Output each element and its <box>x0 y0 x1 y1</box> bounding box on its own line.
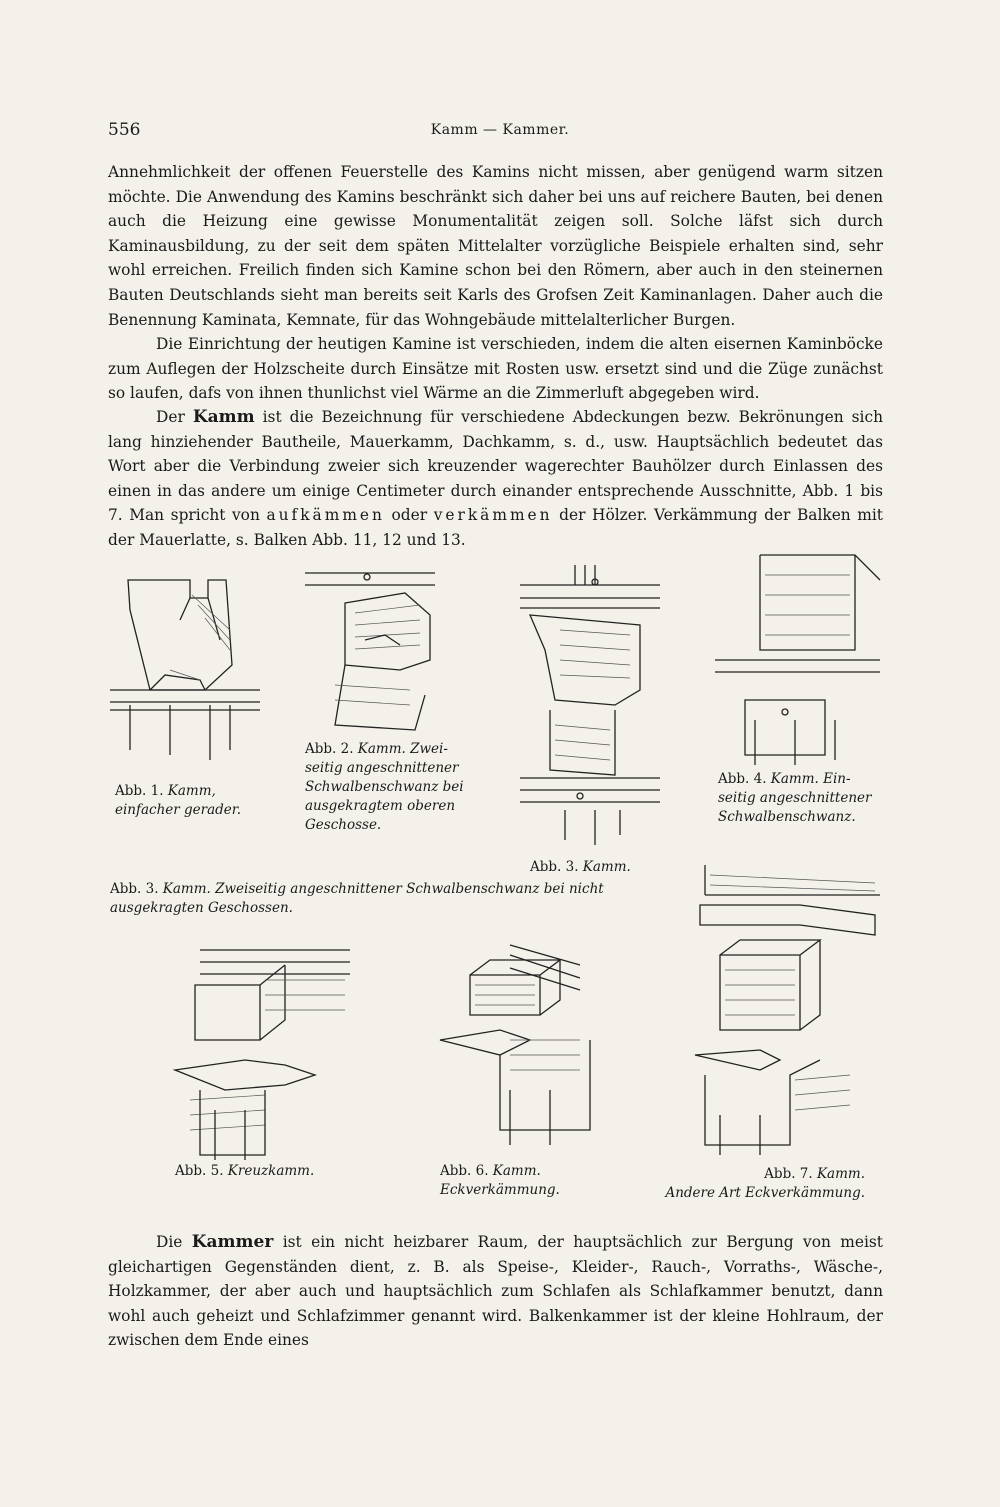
p4-b: ist ein nicht heizbarer Raum, der hauptsächlich zur Bergung von meist gleichartigen Gegenständen dient, z. B. als Speise-, Kleider-, Rauch-, Vorraths-, Wäsche-, Holzkammer, der aber auch und hauptsächlich zum Schlafen als Schlafkammer benutzt, dann wohl auch geheizt und Schlafzimmer genannt wird. Balkenkammer ist der kleine Hohlraum, der zwischen dem Ende eines <box>108 1233 883 1350</box>
term-aufkaemmen: aufkämmen <box>266 506 385 525</box>
figure-abb5-drawing <box>165 940 350 1160</box>
abb4-title: Kamm. <box>770 771 819 787</box>
abb3-full-label: Abb. 3. <box>110 881 159 897</box>
keyword-kamm: Kamm <box>192 407 255 427</box>
abb3-label: Abb. 3. <box>530 859 579 875</box>
abb4-label: Abb. 4. <box>718 771 767 787</box>
p3-a: Der <box>156 408 185 426</box>
p3-c: oder <box>391 506 428 525</box>
abb1-desc: einfacher gerader. <box>115 802 242 818</box>
abb1-label: Abb. 1. <box>115 783 164 799</box>
caption-abb1 <box>115 782 265 820</box>
caption-abb7 <box>625 1165 865 1203</box>
figure-abb3-drawing <box>520 560 660 845</box>
figure-abb1-drawing <box>110 570 260 765</box>
abb2-label: Abb. 2. <box>305 741 354 757</box>
caption-abb5 <box>175 1162 375 1181</box>
abb7-desc: Andere Art Eckverkämmung. <box>665 1185 865 1201</box>
abb7-title: Kamm. <box>816 1166 865 1182</box>
abb6-title: Kamm. <box>492 1163 541 1179</box>
page-number: 556 <box>108 120 141 140</box>
p3-b: ist die Bezeichnung für verschiedene Abdeckungen bezw. Bekrönungen sich lang hinziehender Bautheile, Mauerkamm, Dachkamm, s. d., usw. Hauptsächlich bedeutet das Wort aber die Verbindung zweier sich kreuzender wagerechter Bauhölzer durch Einlassen des einen in das andere um einige Centimeter durch einander entsprechende Ausschnitte, Abb. 1 bis 7. Man spricht von <box>108 408 883 525</box>
caption-abb4 <box>718 770 883 827</box>
abb7-label: Abb. 7. <box>764 1166 813 1182</box>
abb4-desc: Ein-seitig angeschnittener Schwalbenschwanz. <box>718 771 872 825</box>
abb2-desc: Zwei-seitig angeschnittener Schwalbenschwanz bei ausgekragtem oberen Geschosse. <box>305 741 464 833</box>
paragraph-kammer <box>108 1230 883 1353</box>
abb3-full-desc: Zweiseitig angeschnittener Schwalbenschwanz bei nicht ausgekragten Geschossen. <box>110 881 604 916</box>
running-title: Kamm — Kammer. <box>430 122 570 138</box>
abb6-desc: Eckverkämmung. <box>440 1182 560 1198</box>
paragraph-kamin-end: Annehmlichkeit der offenen Feuerstelle des Kamins nicht missen, aber genügend warm sitzen möchte. Die Anwendung des Kamins beschränkt sich daher bei uns auf reichere Bauten, bei denen auch die Heizung eine gewisse Monumentalität zeigen soll. Solche läfst sich durch Kaminausbildung, zu der seit dem späten Mittelalter vorzügliche Beispiele erhalten sind, sehr wohl erreichen. Freilich finden sich Kamine schon bei den Römern, aber auch in den steinernen Bauten Deutschlands sieht man bereits seit Karls des Grofsen Zeit Kaminanlagen. Daher auch die Benennung Kaminata, Kemnate, für das Wohngebäude mittelalterlicher Burgen. <box>108 163 883 329</box>
figure-abb6-drawing <box>430 940 610 1145</box>
figure-abb2-drawing <box>305 565 445 740</box>
caption-abb3 <box>530 858 670 877</box>
caption-abb6 <box>440 1162 600 1200</box>
figure-abb4-drawing <box>715 550 880 765</box>
abb3-title: Kamm. <box>582 859 631 875</box>
caption-abb3-full <box>110 880 650 918</box>
paragraph-kamm <box>108 405 883 553</box>
abb5-title: Kreuzkamm. <box>227 1163 315 1179</box>
paragraph-kamin-einrichtung: Die Einrichtung der heutigen Kamine ist verschieden, indem die alten eisernen Kaminböcke zum Auflegen der Holzscheite durch Einsätze mit Rosten usw. ersetzt sind und die Züge zunächst so laufen, dafs von ihnen thunlichst viel Wärme an die Zimmerluft abgegeben wird. <box>108 335 883 403</box>
caption-abb2 <box>305 740 475 835</box>
figure-abb7-drawing <box>680 855 880 1155</box>
abb1-title: Kamm, <box>167 783 216 799</box>
abb6-label: Abb. 6. <box>440 1163 489 1179</box>
p3-d: der Hölzer. Verkämmung der Balken mit der Mauerlatte, s. Balken Abb. 11, 12 und 13. <box>108 506 883 549</box>
p4-a: Die <box>156 1233 183 1251</box>
keyword-kammer: Kammer <box>191 1232 274 1252</box>
term-verkaemmen: verkämmen <box>433 506 553 525</box>
abb5-label: Abb. 5. <box>175 1163 224 1179</box>
abb2-title: Kamm. <box>357 741 406 757</box>
abb3-full-title: Kamm. <box>162 881 211 897</box>
